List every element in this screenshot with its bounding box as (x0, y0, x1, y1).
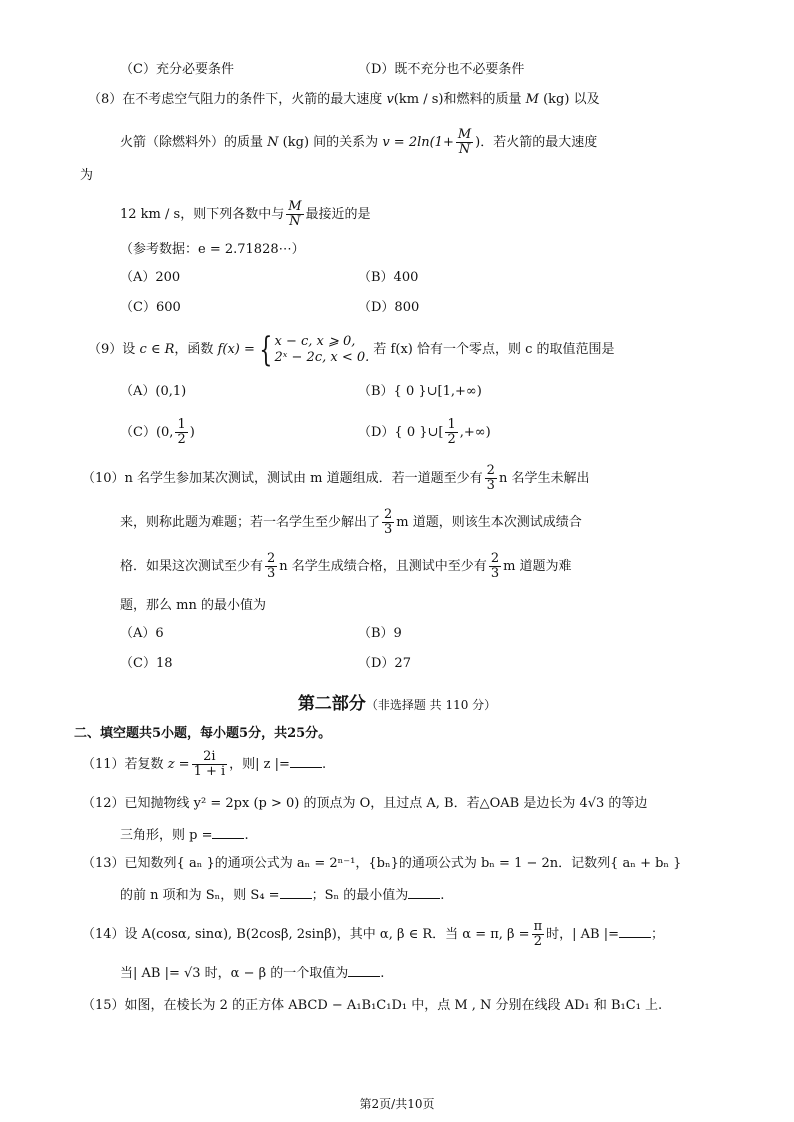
q9-text: ,+∞) (459, 425, 491, 440)
frac-numerator: 1 (447, 417, 456, 432)
section2-heading: 二、填空题共5小题，每小题5分，共25分。 (74, 726, 332, 741)
answer-blank (619, 923, 651, 938)
q8-line3: 为 (80, 168, 94, 183)
frac-numerator: 1 (177, 417, 186, 432)
fraction-two-thirds (382, 508, 394, 537)
left-brace: { (259, 329, 273, 370)
fraction-pi-half (532, 920, 545, 949)
q11 (82, 750, 326, 780)
q12-line2 (120, 824, 249, 846)
q8-line2 (120, 128, 597, 157)
q11-number: （11） (82, 757, 125, 772)
q8-text: 以及 (573, 92, 600, 107)
q11-end: . (321, 757, 327, 772)
q8-number: （8） (88, 92, 123, 107)
q8-reference: （参考数据：e = 2.71828⋯） (120, 242, 305, 257)
q9-case-2: 2ˣ − 2c, x < 0. (274, 349, 370, 365)
q14-text: 当| AB |= √3 时，α − β 的一个取值为 (120, 966, 349, 981)
q14-text: 设 A(cosα, sinα), B(2cosβ, 2sinβ)，其中 α, β ∈ R．当 α = π, β = (124, 927, 530, 942)
q9-option-d (358, 418, 491, 448)
q9-option-b: （B）{ 0 }∪[1,+∞) (358, 384, 482, 399)
q10-text: 来，则称此题为难题；若一名学生至少解出了 (120, 515, 381, 530)
q8-line1 (88, 90, 600, 110)
q8-var-v: v (386, 92, 394, 107)
q7-option-c: （C）充分必要条件 (120, 62, 234, 77)
q14-text: ； (651, 927, 665, 942)
q8-option-b: （B）400 (358, 270, 419, 285)
page-number: 第2页/共10页 (359, 1097, 435, 1111)
q8-fraction-mn (456, 128, 473, 157)
q9-text: 若 f(x) 恰有一个零点，则 c 的取值范围是 (373, 342, 615, 357)
q10-option-b: （B）9 (358, 626, 402, 641)
q10-text: n 名学生参加某次测试，测试由 m 道题组成．若一道题至少有 (124, 471, 483, 486)
q14-number: （14） (82, 927, 125, 942)
fraction-two-thirds (489, 552, 501, 581)
q7-option-d: （D）既不充分也不必要条件 (358, 62, 525, 77)
q8-text: 火箭（除燃料外）的质量 (120, 135, 264, 150)
frac-denominator: 1 + i (193, 764, 226, 779)
q13-text: 的前 n 项和为 Sₙ，则 S₄ = (120, 888, 280, 903)
fraction-two-thirds (265, 552, 277, 581)
frac-numerator: π (533, 919, 543, 934)
q10-line1 (82, 464, 589, 494)
q10-option-a: （A）6 (120, 626, 164, 641)
frac-denominator: N (458, 142, 471, 157)
q9-function: f(x) = (217, 342, 255, 357)
q10-text: n 名学生未解出 (498, 471, 590, 486)
q14-text: 时，| AB |= (546, 927, 619, 942)
q8-unit-kg: (kg) (543, 92, 570, 107)
q14-line1 (82, 920, 664, 950)
q11-fraction (192, 750, 228, 779)
q8-text: 在不考虑空气阻力的条件下，火箭的最大速度 (122, 92, 383, 107)
q8-unit-v: (km / s) (393, 92, 444, 107)
q12-line1 (82, 794, 647, 814)
q9-cases (275, 334, 370, 366)
q10-option-d: （D）27 (358, 656, 411, 671)
q8-text: 12 km / s，则下列各数中与 (120, 207, 285, 222)
q10-line4: 题，那么 mn 的最小值为 (120, 598, 266, 613)
q8-line4 (120, 200, 371, 229)
frac-denominator: 2 (533, 934, 542, 949)
q8-option-a: （A）200 (120, 270, 181, 285)
frac-denominator: 3 (267, 566, 276, 581)
frac-denominator: 3 (490, 566, 500, 581)
q8-option-c: （C）600 (120, 300, 181, 315)
q9-case-1: x − c, x ⩾ 0, (274, 333, 356, 349)
frac-numerator: 2i (192, 750, 228, 765)
q8-var-m: M (525, 92, 539, 107)
q8-fraction-mn (286, 200, 303, 229)
q15-text: 如图，在棱长为 2 的正方体 ABCD − A₁B₁C₁D₁ 中，点 M , N 分别在线段 AD₁ 和 B₁C₁ 上. (124, 998, 663, 1013)
frac-numerator: 2 (384, 507, 393, 522)
answer-blank (290, 753, 322, 768)
q13-line2 (120, 884, 444, 906)
fraction-half (175, 418, 187, 447)
q13-text: 已知数列{ aₙ }的通项公式为 aₙ = 2ⁿ⁻¹，{bₙ}的通项公式为 bₙ = 1 − 2n．记数列{ aₙ + bₙ } (124, 856, 682, 871)
q8-text: 最接近的是 (305, 207, 371, 222)
answer-blank (348, 962, 380, 977)
q9-text: ) (189, 425, 195, 440)
q10-text: m 道题为难 (503, 559, 572, 574)
q10-line3 (120, 552, 572, 582)
q9-condition: c ∈ R (139, 342, 175, 357)
q8-text: 间的关系为 (313, 135, 379, 150)
q9-text: 设 (122, 342, 136, 357)
q9-text: （C）(0, (120, 425, 174, 440)
q12-text: 已知抛物线 y² = 2px (p > 0) 的顶点为 O，且过点 A, B．若△OAB 是边长为 4√3 的等边 (124, 796, 648, 811)
q8-var-n: N (267, 135, 279, 150)
q9-option-a: （A）(0,1) (120, 384, 187, 399)
q9-number: （9） (88, 342, 123, 357)
answer-blank (280, 884, 312, 899)
q15-number: （15） (82, 998, 125, 1013)
frac-denominator: 3 (486, 478, 495, 493)
answer-blank (212, 824, 244, 839)
q10-text: m 道题，则该生本次测试成绩合 (396, 515, 582, 530)
frac-numerator: 2 (486, 463, 495, 478)
q14-line2 (120, 962, 384, 984)
frac-denominator: 2 (447, 432, 456, 447)
q15-line1 (82, 996, 662, 1016)
q11-var-z: z = (167, 757, 190, 772)
q8-formula: v = 2ln(1+ (382, 135, 454, 150)
fraction-two-thirds (485, 464, 497, 493)
frac-numerator: 2 (267, 551, 276, 566)
q14-end: . (380, 966, 385, 981)
q13-text: ；Sₙ 的最小值为 (311, 888, 409, 903)
part2-title: 第二部分 (297, 694, 366, 714)
q12-end: . (244, 828, 249, 843)
q13-line1 (82, 854, 681, 874)
q9-stem (88, 330, 615, 370)
part2-subtitle: （非选择题 共 110 分） (365, 698, 497, 712)
frac-denominator: 3 (384, 522, 393, 537)
q12-number: （12） (82, 796, 125, 811)
q8-text: 和燃料的质量 (443, 92, 522, 107)
fraction-half (445, 418, 457, 447)
q10-text: 格．如果这次测试至少有 (120, 559, 264, 574)
q9-text: ，函数 (174, 342, 214, 357)
frac-numerator: M (457, 127, 472, 142)
q13-end: . (440, 888, 445, 903)
q13-number: （13） (82, 856, 125, 871)
q12-text: 三角形，则 p = (120, 828, 213, 843)
q9-text: （D）{ 0 }∪[ (358, 425, 444, 440)
q10-line2 (120, 508, 582, 538)
answer-blank (408, 884, 440, 899)
q8-formula-close: ) (475, 135, 481, 150)
q8-text: ．若火箭的最大速度 (480, 135, 598, 150)
frac-numerator: M (288, 199, 302, 214)
part2-header (0, 694, 794, 716)
q8-unit-kg: (kg) (282, 135, 310, 150)
q11-text: 若复数 (124, 757, 164, 772)
frac-denominator: N (289, 214, 301, 229)
frac-numerator: 2 (490, 551, 500, 566)
q10-option-c: （C）18 (120, 656, 173, 671)
q11-text: ，则| z |= (229, 757, 290, 772)
q8-option-d: （D）800 (358, 300, 420, 315)
q9-option-c (120, 418, 195, 448)
q10-text: n 名学生成绩合格，且测试中至少有 (279, 559, 487, 574)
frac-denominator: 2 (177, 432, 186, 447)
q10-number: （10） (82, 471, 125, 486)
